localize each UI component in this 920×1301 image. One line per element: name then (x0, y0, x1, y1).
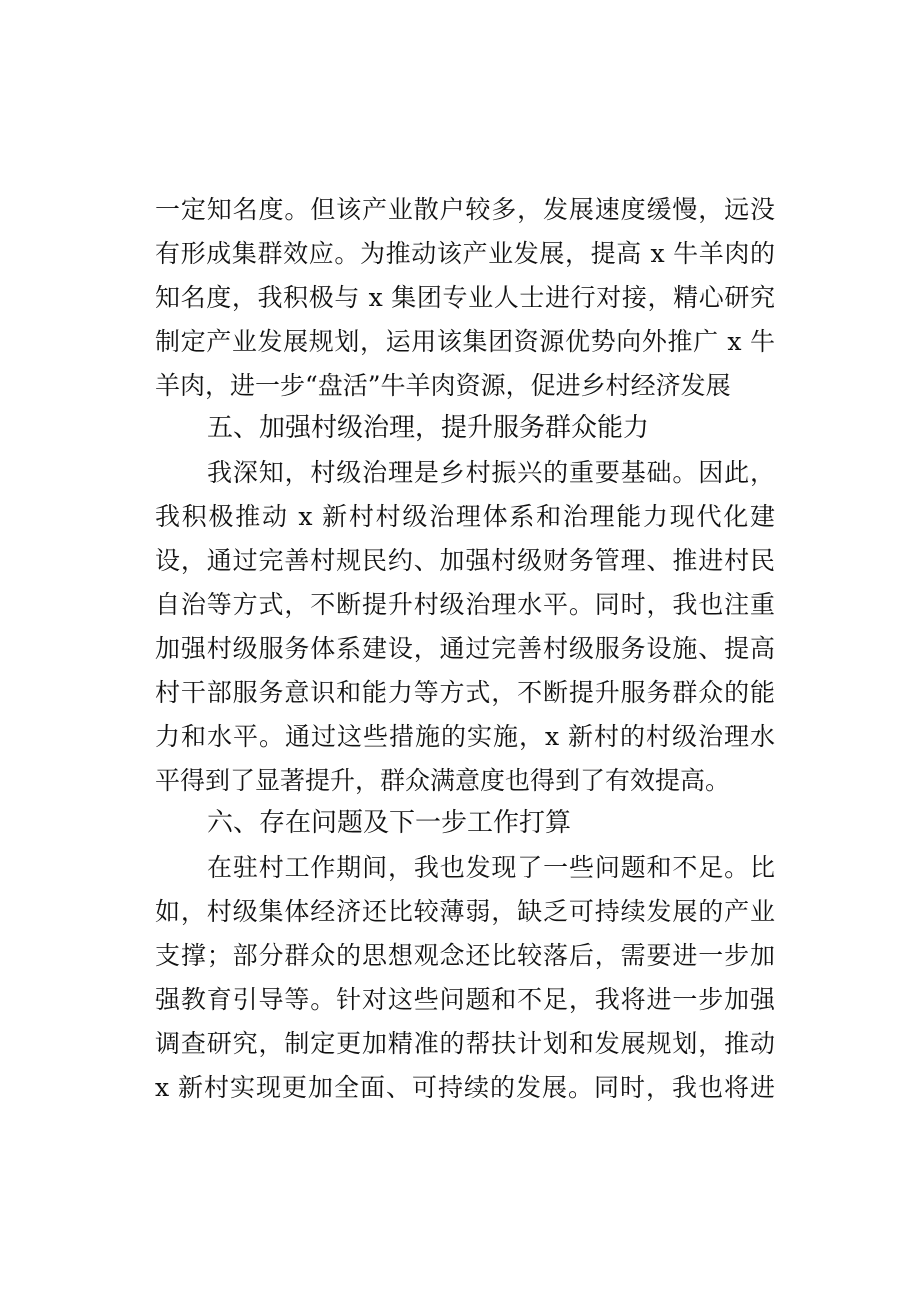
section-5-paragraph (155, 451, 775, 802)
paragraph-line: 羊肉，进一步“盘活”牛羊肉资源，促进乡村经济发展 (155, 370, 731, 400)
paragraph-line: 村干部服务意识和能力等方式，不断提升服务群众的能 (155, 677, 775, 707)
paragraph-line: 自治等方式，不断提升村级治理水平。同时，我也注重 (155, 590, 775, 620)
paragraph-line: 有形成集群效应。为推动该产业发展，提高 x 牛羊肉的 (155, 238, 775, 268)
paragraph-line: 我深知，村级治理是乡村振兴的重要基础。因此， (207, 458, 775, 488)
paragraph-line: 如，村级集体经济还比较薄弱，缺乏可持续发展的产业 (155, 897, 775, 927)
paragraph-line: 强教育引导等。针对这些问题和不足，我将进一步加强 (155, 985, 775, 1015)
section-6-paragraph (155, 846, 775, 1109)
paragraph-line: 一定知名度。但该产业散户较多，发展速度缓慢，远没 (155, 195, 775, 224)
paragraph-line: x 新村实现更加全面、可持续的发展。同时，我也将进 (155, 1072, 775, 1102)
section-4-continued (155, 188, 775, 407)
paragraph-line: 知名度，我积极与 x 集团专业人士进行对接，精心研究 (155, 282, 775, 312)
section-6-heading: 六、存在问题及下一步工作打算 (207, 808, 572, 839)
paragraph-line: 制定产业发展规划，运用该集团资源优势向外推广 x 牛 (155, 326, 775, 356)
paragraph-line: 在驻村工作期间，我也发现了一些问题和不足。比 (207, 853, 775, 883)
paragraph-line: 支撑；部分群众的思想观念还比较落后，需要进一步加 (155, 941, 775, 971)
section-5-heading: 五、加强村级治理，提升服务群众能力 (207, 413, 650, 444)
paragraph-line: 设，通过完善村规民约、加强村级财务管理、推进村民 (155, 546, 775, 576)
document-body (155, 188, 775, 1110)
paragraph-line: 力和水平。通过这些措施的实施，x 新村的村级治理水 (155, 721, 775, 751)
paragraph-line: 加强村级服务体系建设，通过完善村级服务设施、提高 (155, 633, 775, 663)
paragraph-line: 平得到了显著提升，群众满意度也得到了有效提高。 (155, 765, 731, 795)
paragraph-line: 我积极推动 x 新村村级治理体系和治理能力现代化建 (155, 502, 775, 532)
paragraph-line: 调查研究，制定更加精准的帮扶计划和发展规划，推动 (155, 1028, 775, 1058)
